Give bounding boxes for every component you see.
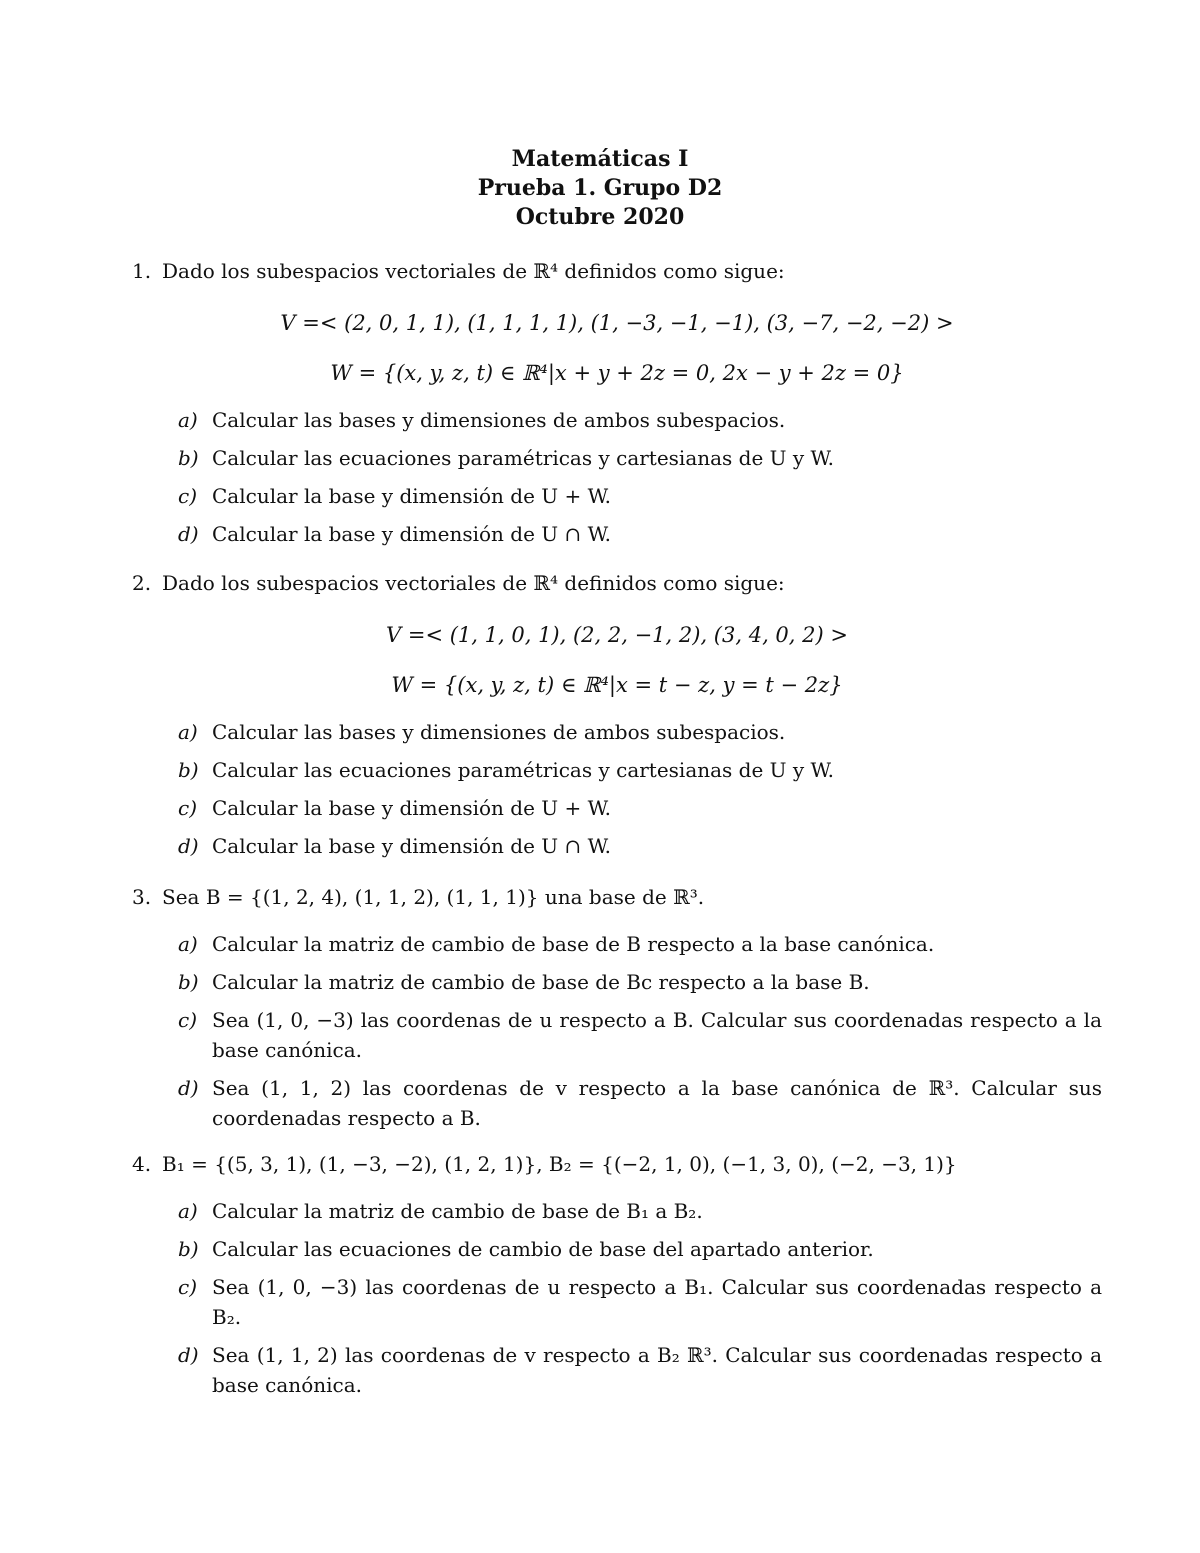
course-title: Matemáticas I (511, 146, 689, 172)
subquestion-label: c) (178, 1275, 198, 1299)
subquestion-text: Calcular la matriz de cambio de base de B respecto a la base canónica. (212, 932, 935, 956)
subquestion-label: a) (178, 1199, 198, 1223)
subquestion-text: Sea (1, 1, 2) las coordenas de v respecto a la base canónica de ℝ³. Calcular sus coordenadas respecto a B. (212, 1076, 1102, 1130)
subquestion-label: c) (178, 484, 198, 508)
subquestion-label: d) (178, 834, 199, 858)
subquestion (132, 443, 1102, 473)
subquestion (132, 1272, 1102, 1332)
problem-text: Dado los subespacios vectoriales de ℝ⁴ definidos como sigue: (162, 259, 785, 283)
problem-statement (132, 569, 1102, 597)
problem-text: Dado los subespacios vectoriales de ℝ⁴ definidos como sigue: (162, 571, 785, 595)
subquestion (132, 481, 1102, 511)
subquestion-text: Calcular la matriz de cambio de base de B₁ a B₂. (212, 1199, 703, 1223)
subquestion (132, 1005, 1102, 1065)
subquestion (132, 1340, 1102, 1400)
subquestion-text: Calcular las bases y dimensiones de ambos subespacios. (212, 720, 786, 744)
subquestion-label: d) (178, 1343, 199, 1367)
subquestion (132, 1073, 1102, 1133)
subquestion-label: a) (178, 408, 198, 432)
equation-v: V =< (2, 0, 1, 1), (1, 1, 1, 1), (1, −3, −1, −1), (3, −7, −2, −2) > (280, 311, 954, 335)
equation-w: W = {(x, y, z, t) ∈ ℝ⁴|x = t − z, y = t − 2z} (391, 673, 843, 697)
problem-statement (132, 257, 1102, 285)
problem-number: 3. (132, 885, 152, 909)
subquestion-text: Calcular las ecuaciones de cambio de base del apartado anterior. (212, 1237, 874, 1261)
subquestion-list (132, 717, 1102, 861)
subquestion (132, 1234, 1102, 1264)
subquestion-list (132, 929, 1102, 1133)
subquestion-label: d) (178, 1076, 199, 1100)
problem-statement (132, 1150, 1102, 1178)
problem-2 (132, 569, 1102, 869)
subquestion-label: b) (178, 758, 199, 782)
problem-4 (132, 1150, 1102, 1408)
subquestion-label: b) (178, 970, 199, 994)
exam-header (0, 145, 1200, 232)
subquestion (132, 717, 1102, 747)
problem-1 (132, 257, 1102, 557)
equation-w: W = {(x, y, z, t) ∈ ℝ⁴|x + y + 2z = 0, 2x − y + 2z = 0} (330, 361, 904, 385)
equation-v: V =< (1, 1, 0, 1), (2, 2, −1, 2), (3, 4, 0, 2) > (386, 623, 848, 647)
subquestion (132, 967, 1102, 997)
problem-statement (132, 883, 1102, 911)
subquestion-label: b) (178, 1237, 199, 1261)
problem-text: Sea B = {(1, 2, 4), (1, 1, 2), (1, 1, 1)} una base de ℝ³. (162, 885, 705, 909)
subquestion-list (132, 405, 1102, 549)
subquestion-label: c) (178, 796, 198, 820)
problem-number: 1. (132, 259, 152, 283)
problem-number: 4. (132, 1152, 152, 1176)
subquestion-label: d) (178, 522, 199, 546)
subquestion (132, 793, 1102, 823)
subquestion (132, 1196, 1102, 1226)
subquestion-text: Sea (1, 0, −3) las coordenas de u respecto a B. Calcular sus coordenadas respecto a la base canónica. (212, 1008, 1102, 1062)
subquestion-text: Sea (1, 1, 2) las coordenas de v respecto a B₂ ℝ³. Calcular sus coordenadas respecto a base canónica. (212, 1343, 1102, 1397)
subquestion-text: Calcular la base y dimensión de U ∩ W. (212, 834, 612, 858)
problem-text: B₁ = {(5, 3, 1), (1, −3, −2), (1, 2, 1)}, B₂ = {(−2, 1, 0), (−1, 3, 0), (−2, −3, 1)} (162, 1152, 957, 1176)
subquestion-list (132, 1196, 1102, 1400)
subquestion (132, 405, 1102, 435)
subquestion (132, 929, 1102, 959)
subquestion-text: Calcular la base y dimensión de U + W. (212, 796, 612, 820)
subquestion-text: Calcular la base y dimensión de U + W. (212, 484, 612, 508)
subquestion (132, 519, 1102, 549)
subquestion-text: Calcular la matriz de cambio de base de Bc respecto a la base B. (212, 970, 870, 994)
subquestion-label: a) (178, 720, 198, 744)
subquestion (132, 755, 1102, 785)
subquestion-text: Sea (1, 0, −3) las coordenas de u respecto a B₁. Calcular sus coordenadas respecto a B₂. (212, 1275, 1102, 1329)
subquestion-text: Calcular las ecuaciones paramétricas y cartesianas de U y W. (212, 758, 834, 782)
subquestion-text: Calcular las ecuaciones paramétricas y cartesianas de U y W. (212, 446, 834, 470)
exam-date: Octubre 2020 (515, 204, 685, 230)
subquestion-text: Calcular las bases y dimensiones de ambos subespacios. (212, 408, 786, 432)
problem-3 (132, 883, 1102, 1141)
problem-number: 2. (132, 571, 152, 595)
subquestion-label: b) (178, 446, 199, 470)
subquestion (132, 831, 1102, 861)
exam-title: Prueba 1. Grupo D2 (477, 175, 723, 201)
subquestion-label: c) (178, 1008, 198, 1032)
subquestion-text: Calcular la base y dimensión de U ∩ W. (212, 522, 612, 546)
subquestion-label: a) (178, 932, 198, 956)
